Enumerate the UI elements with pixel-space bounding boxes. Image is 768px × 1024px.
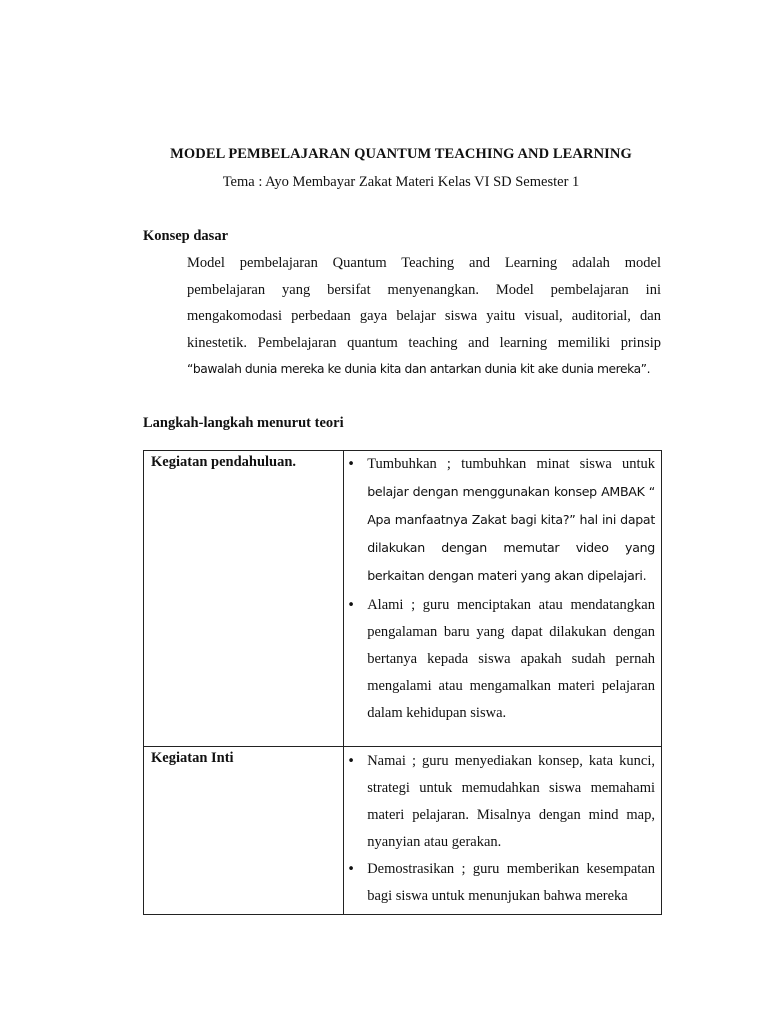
bullet-icon: • xyxy=(347,754,355,769)
row-content-inti xyxy=(344,747,662,915)
paragraph-line: kinestetik. Pembelajaran quantum teaching and learning memiliki prinsip xyxy=(187,334,661,351)
paragraph-line: pembelajaran yang bersifat menyenangkan. Model pembelajaran ini xyxy=(187,281,661,298)
paragraph-line: Model pembelajaran Quantum Teaching and Learning adalah model xyxy=(187,255,661,271)
bullet-list xyxy=(344,451,661,727)
langkah-table xyxy=(143,450,662,915)
list-item xyxy=(344,856,661,910)
list-item xyxy=(344,748,661,856)
list-item xyxy=(344,451,661,590)
row-label-pendahuluan: Kegiatan pendahuluan. xyxy=(144,451,344,747)
bullet-list xyxy=(344,747,661,910)
document-subtitle: Tema : Ayo Membayar Zakat Materi Kelas VI SD Semester 1 xyxy=(222,174,580,190)
list-item-text: Demostrasikan ; guru memberikan kesempatan bagi siswa untuk menunjukan bahwa mereka xyxy=(367,861,655,904)
list-item xyxy=(344,592,661,727)
row-label-inti: Kegiatan Inti xyxy=(144,747,344,915)
section-heading-konsep-dasar: Konsep dasar xyxy=(143,228,229,244)
bullet-icon: • xyxy=(347,457,355,472)
bullet-icon: • xyxy=(347,862,355,877)
list-item-text: Namai ; guru menyediakan konsep, kata kunci, strategi untuk memudahkan siswa memahami materi pelajaran. Misalnya dengan mind map, nyanyian atau gerakan. xyxy=(367,753,655,850)
row-content-pendahuluan xyxy=(344,451,662,747)
bullet-icon: • xyxy=(347,598,355,613)
paragraph-quote-line: “bawalah dunia mereka ke dunia kita dan antarkan dunia kit ake dunia mereka”. xyxy=(187,362,651,377)
list-item-text: Alami ; guru menciptakan atau mendatangkan pengalaman baru yang dapat dilakukan dengan bertanya kepada siswa apakah sudah pernah mengalami atau mengamalkan materi pelajaran dalam kehidupan siswa. xyxy=(367,597,655,721)
list-item-text-continued: belajar dengan menggunakan konsep AMBAK “ Apa manfaatnya Zakat bagi kita?” hal ini dapat dilakukan dengan memutar video yang berkaitan dengan materi yang akan dipelajari. xyxy=(367,484,655,583)
document-title: MODEL PEMBELAJARAN QUANTUM TEACHING AND LEARNING xyxy=(170,146,632,162)
table-row xyxy=(144,451,662,747)
konsep-dasar-paragraph xyxy=(187,250,661,383)
list-item-text: Tumbuhkan ; tumbuhkan minat siswa untuk xyxy=(367,456,655,472)
section-heading-langkah: Langkah-langkah menurut teori xyxy=(143,415,344,431)
table-row xyxy=(144,747,662,915)
paragraph-line: mengakomodasi perbedaan gaya belajar siswa yaitu visual, auditorial, dan xyxy=(187,308,661,325)
